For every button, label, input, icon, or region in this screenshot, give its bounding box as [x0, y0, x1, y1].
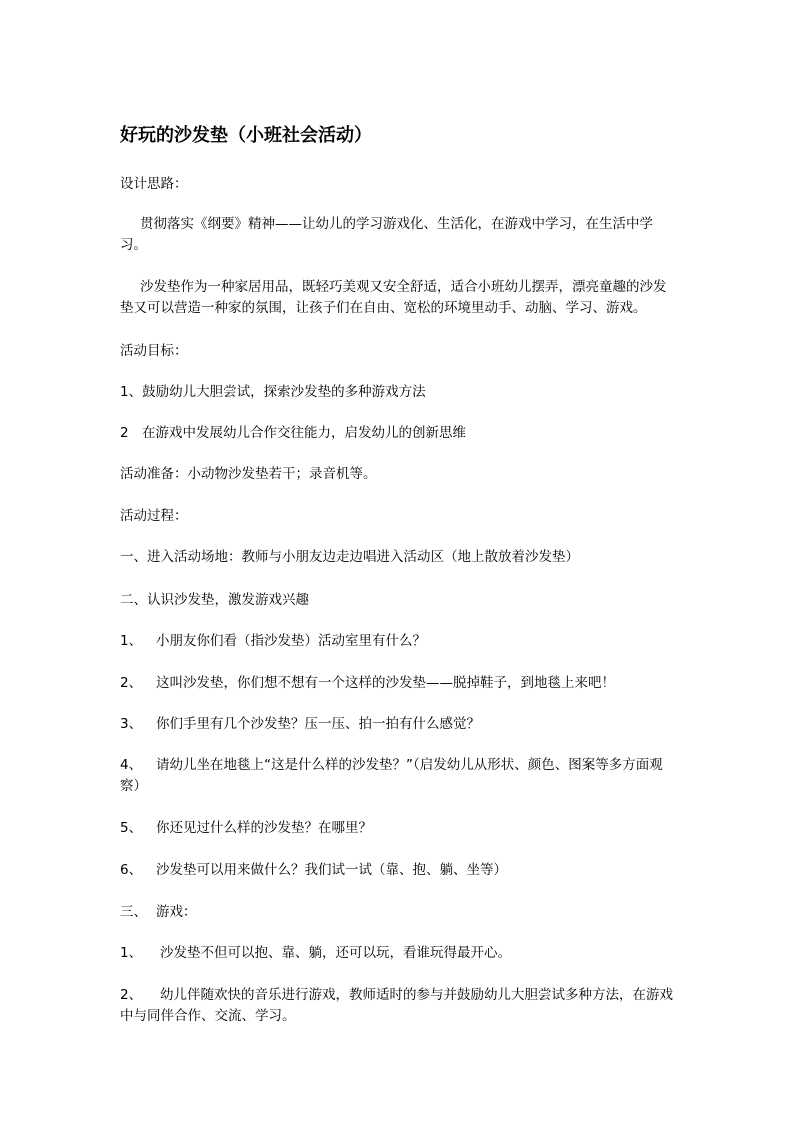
step2-item-4	[120, 755, 676, 797]
goal-text: 鼓励幼儿大胆尝试，探索沙发垫的多种游戏方法	[142, 384, 426, 400]
process-step-3	[120, 902, 676, 923]
item-text: 幼儿伴随欢快的音乐进行游戏，教师适时的参与并鼓励幼儿大胆尝试多种方法，在游戏中与同伴合作、交流、学习。	[120, 987, 673, 1024]
activity-preparation: 活动准备：小动物沙发垫若干；录音机等。	[120, 466, 377, 482]
process-step-1: 一、进入活动场地：教师与小朋友边走边唱进入活动区（地上散放着沙发垫）	[120, 549, 579, 565]
goal-number: 2	[120, 425, 129, 441]
item-text: 你还见过什么样的沙发垫？在哪里？	[156, 820, 372, 836]
item-number: 1、	[120, 633, 143, 649]
design-paragraph-1: 贯彻落实《纲要》精神——让幼儿的学习游戏化、生活化，在游戏中学习，在生活中学习。	[120, 216, 653, 253]
goal-text: 在游戏中发展幼儿合作交往能力，启发幼儿的创新思维	[142, 425, 466, 441]
process-heading: 活动过程：	[120, 508, 188, 524]
step2-item-3	[120, 714, 676, 735]
step-number: 三、	[120, 904, 147, 920]
step2-item-2	[120, 673, 676, 694]
goal-number: 1、	[120, 384, 143, 400]
item-number: 3、	[120, 716, 143, 732]
goal-item-1	[120, 382, 676, 403]
document-title: 好玩的沙发垫（小班社会活动）	[120, 125, 372, 146]
item-text: 沙发垫可以用来做什么？我们试一试（靠、抱、躺、坐等）	[156, 862, 507, 878]
goals-heading: 活动目标：	[120, 343, 188, 359]
process-step-2: 二、认识沙发垫，激发游戏兴趣	[120, 592, 309, 608]
item-number: 2、	[120, 987, 143, 1003]
step2-item-5	[120, 818, 676, 839]
item-text: 沙发垫不但可以抱、靠、躺，还可以玩，看谁玩得最开心。	[160, 945, 511, 961]
step-text: 游戏：	[156, 904, 197, 920]
design-heading: 设计思路：	[120, 176, 188, 192]
item-number: 1、	[120, 945, 143, 961]
step2-item-1	[120, 631, 676, 652]
design-paragraph-2: 沙发垫作为一种家居用品，既轻巧美观又安全舒适，适合小班幼儿摆弄，漂亮童趣的沙发垫又可以营造一种家的氛围，让孩子们在自由、宽松的环境里动手、动脑、学习、游戏。	[120, 279, 667, 316]
step3-item-1	[120, 943, 676, 964]
item-number: 4、	[120, 757, 143, 773]
item-number: 2、	[120, 675, 143, 691]
item-number: 5、	[120, 820, 143, 836]
step2-item-6	[120, 860, 676, 881]
item-text: 你们手里有几个沙发垫？压一压、拍一拍有什么感觉？	[156, 716, 480, 732]
item-text: 请幼儿坐在地毯上“这是什么样的沙发垫？”（启发幼儿从形状、颜色、图案等多方面观察）	[120, 757, 663, 794]
item-text: 小朋友你们看（指沙发垫）活动室里有什么？	[156, 633, 426, 649]
item-number: 6、	[120, 862, 143, 878]
item-text: 这叫沙发垫，你们想不想有一个这样的沙发垫——脱掉鞋子，到地毯上来吧！	[156, 675, 615, 691]
goal-item-2	[120, 423, 676, 444]
step3-item-2	[120, 985, 676, 1027]
